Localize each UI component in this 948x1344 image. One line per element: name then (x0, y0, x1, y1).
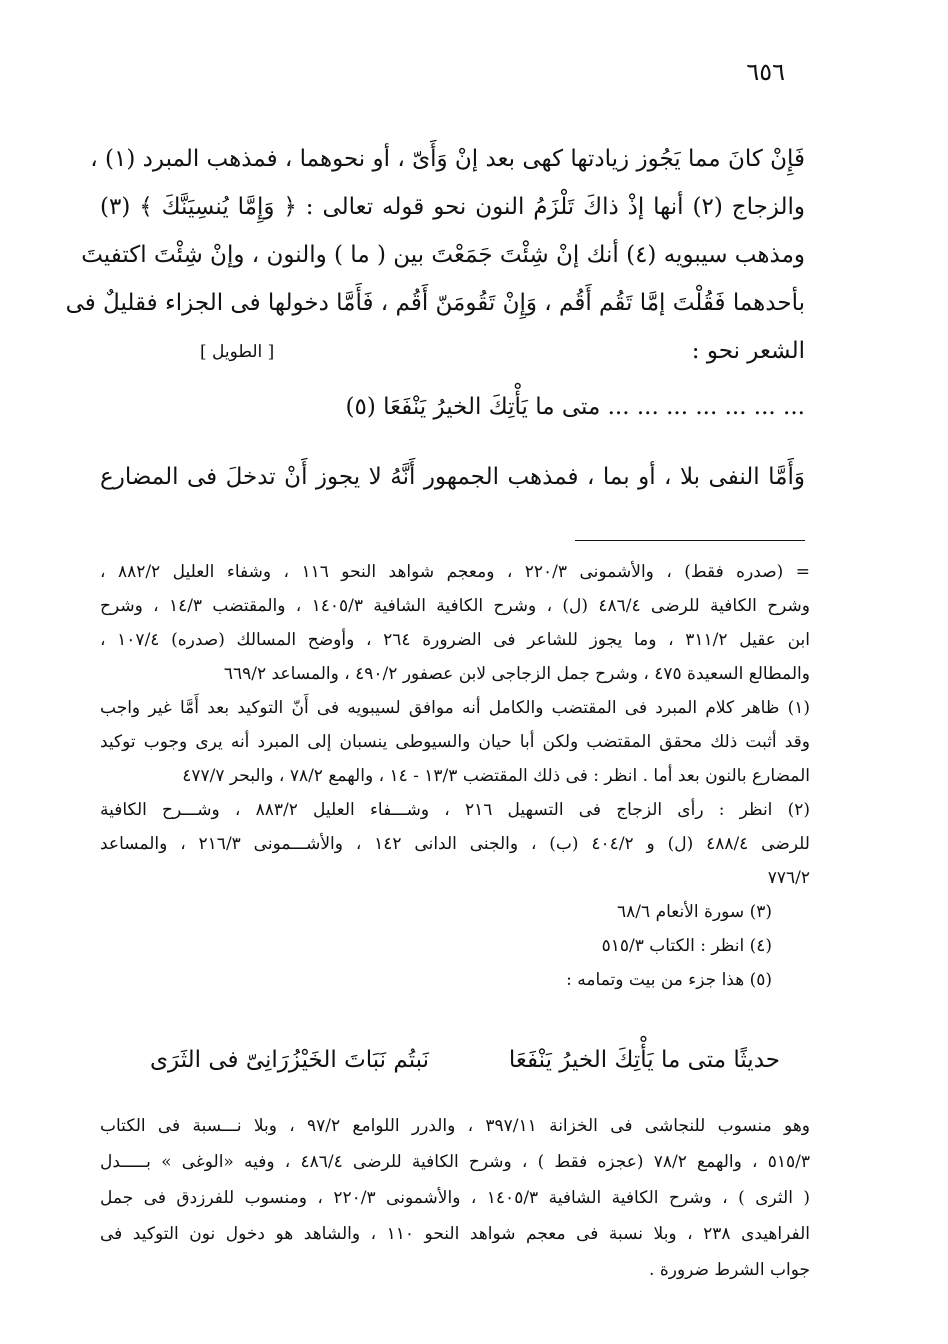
footnote-1-line: المضارع بالنون بعد أما . انظر : فى ذلك المقتضب ١٣/٣ - ١٤ ، والهمع ٧٨/٢ ، والبحر ٤٧٧/٧ (182, 766, 810, 786)
source-note-line: وهو منسوب للنجاشى فى الخزانة ٣٩٧/١١ ، والدرر اللوامع ٩٧/٢ ، وبلا نـــسبة فى الكتاب (100, 1116, 810, 1136)
source-note-line: جواب الشرط ضرورة . (649, 1260, 810, 1280)
source-note-line: ٥١٥/٣ ، والهمع ٧٨/٢ (عجزه فقط ) ، وشرح الكافية للرضى ٤٨٦/٤ ، وفيه «الوغى » بـــــدل (100, 1152, 810, 1172)
main-text-line: ومذهب سيبويه (٤) أنك إنْ شِئْتَ جَمَعْتَ بين ( ما ) والنون ، وإنْ شِئْتَ اكتفيتَ (81, 242, 805, 268)
footnote-4-line: (٤) انظر : الكتاب ٥١٥/٣ (601, 936, 772, 956)
footnote-line: والمطالع السعيدة ٤٧٥ ، وشرح جمل الزجاجى لابن عصفور ٤٩٠/٢ ، والمساعد ٦٦٩/٢ (223, 664, 810, 684)
footnote-separator (575, 540, 805, 541)
main-text-line: والزجاج (٢) أنها إذْ ذاكَ تَلْزَمُ النون نحو قوله تعالى : ﴿ وَإِمَّا يُنسِيَنَّكَ ﴾ (٣) (100, 194, 805, 220)
footnote-line: ابن عقيل ٣١١/٢ ، وما يجوز للشاعر فى الضرورة ٢٦٤ ، وأوضح المسالك (صدره) ١٠٧/٤ ، (100, 630, 811, 650)
footnote-3-line: (٣) سورة الأنعام ٦٨/٦ (617, 902, 772, 922)
footnote-5-line: (٥) هذا جزء من بيت وتمامه : (566, 970, 772, 990)
footnote-1-line: وقد أثبت ذلك محقق المقتضب ولكن أبا حيان والسيوطى ينسبان إلى المبرد أنه يرى وجوب توكيد (100, 732, 810, 752)
footnote-line: = (صدره فقط) ، والأشمونى ٢٢٠/٣ ، ومعجم شواهد النحو ١١٦ ، وشفاء العليل ٨٨٢/٢ ، (100, 562, 810, 582)
main-paragraph (65, 135, 805, 375)
main-text-line: الشعر نحو : (691, 338, 805, 364)
source-note-line: الفراهيدى ٢٣٨ ، وبلا نسبة فى معجم شواهد النحو ١١٠ ، والشاهد هو دخول نون التوكيد فى (100, 1224, 811, 1244)
verse-source-notes (100, 1108, 810, 1288)
main-text-line: فَإِنْ كانَ مما يَجُوز زيادتها كهى بعد إنْ وَأَىّ ، أو نحوهما ، فمذهب المبرد (١) ، (90, 146, 805, 172)
footnote-2-line: ٧٧٦/٢ (767, 868, 810, 888)
footnote-2-line: للرضى ٤٨٨/٤ (ل) و ٤٠٤/٢ (ب) ، والجنى الدانى ١٤٢ ، والأشـــمونى ٢١٦/٣ ، والمساعد (100, 834, 810, 854)
main-text-line: بأحدهما فَقُلْتَ إمَّا تَقُم أَقُم ، وَإِنْ تَقُومَنّ أَقُم ، فَأَمَّا دخولها فى الجزاء فقليلٌ فى (65, 290, 805, 316)
footnote-line: وشرح الكافية للرضى ٤٨٦/٤ (ل) ، وشرح الكافية الشافية ١٤٠٥/٣ ، والمقتضب ١٤/٣ ، وشرح (100, 596, 810, 616)
footnote-2-line: (٢) انظر : رأى الزجاج فى التسهيل ٢١٦ ، وشـــفاء العليل ٨٨٣/٢ ، وشـــرح الكافية (100, 800, 810, 820)
meter-label: [ الطويل ] (200, 342, 275, 362)
footnotes-block (100, 555, 810, 997)
quoted-verse-fragment: ... ... ... ... ... ... ... متى ما يَأْتِكَ الخيرُ يَنْفَعَا (٥) (345, 394, 805, 420)
verse-second-hemistich: حديثًا متى ما يَأْتِكَ الخيرُ يَنْفَعَا (508, 1047, 780, 1073)
footnote-1-line: (١) ظاهر كلام المبرد فى المقتضب والكامل أنه موافق لسيبويه فى أَنّ التوكيد بعد أَمَّا غير واجب (100, 698, 810, 718)
source-note-line: ( الثرى ) ، وشرح الكافية الشافية ١٤٠٥/٣ ، والأشمونى ٢٢٠/٣ ، ومنسوب للفرزدق فى جمل (100, 1188, 810, 1208)
page-number: ٦٥٦ (746, 58, 785, 86)
verse-first-hemistich: نَبتُم نَبَاتَ الخَيْزُرَانِىّ فى الثَرَى (150, 1047, 429, 1073)
main-text-closing-line: وَأَمَّا النفى بلا ، أو بما ، فمذهب الجمهور أَنَّهُ لا يجوز أَنْ تدخلَ فى المضارع (100, 464, 805, 490)
